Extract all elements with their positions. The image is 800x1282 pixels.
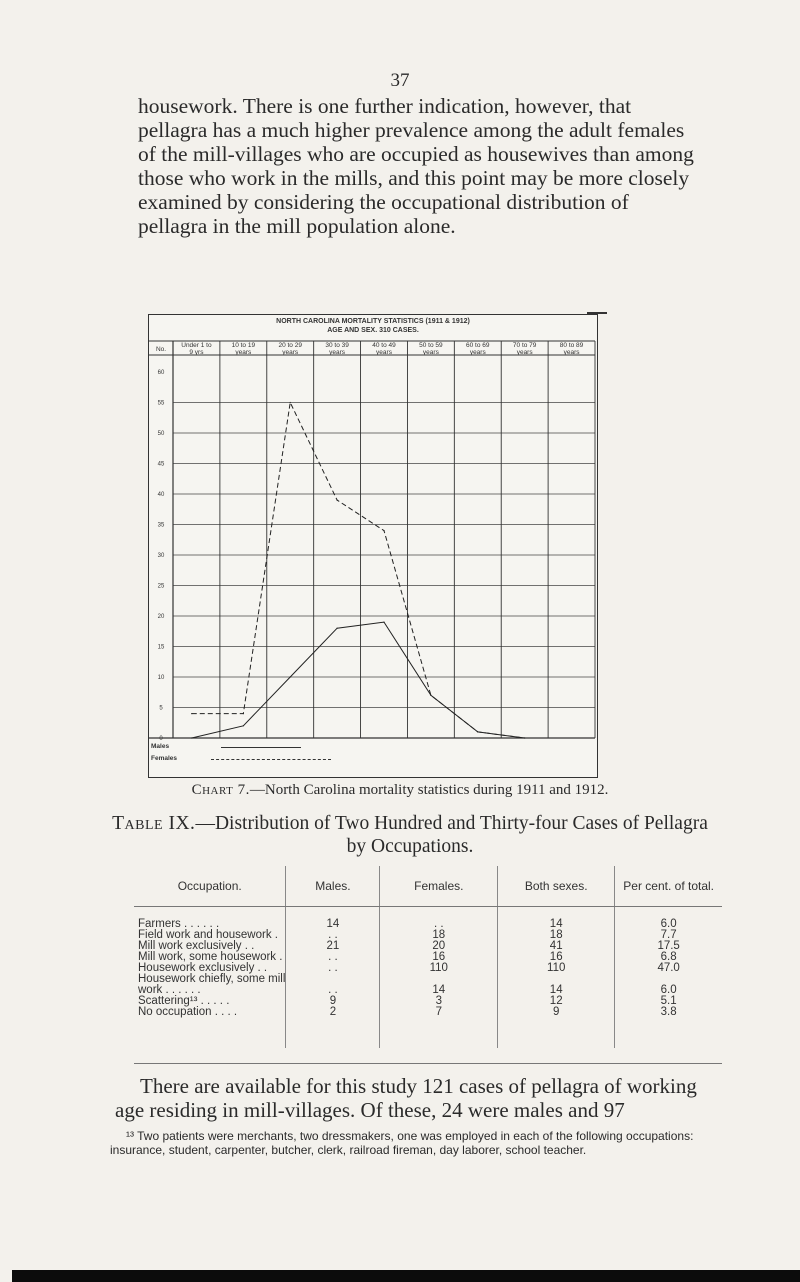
table-row xyxy=(134,974,722,985)
data-point-males xyxy=(337,628,338,629)
table-row xyxy=(134,1007,722,1048)
table-row xyxy=(134,907,722,931)
table-cell-value: 5.1 xyxy=(615,996,722,1007)
legend-swatch-males xyxy=(221,747,301,748)
table-cell-occupation: work . . . . . . xyxy=(138,984,201,996)
header-males: Males. xyxy=(286,866,380,907)
category-label: 70 to 79 xyxy=(512,342,537,349)
y-tick-label: 20 xyxy=(157,614,165,620)
data-point-females xyxy=(524,737,525,738)
table-cell-value: 12 xyxy=(498,996,615,1007)
table-cell-value: 9 xyxy=(498,1007,615,1048)
y-tick-label: 50 xyxy=(157,431,165,437)
y-tick-label: 45 xyxy=(157,461,165,468)
data-point-males xyxy=(290,676,291,677)
y-tick-label: 5 xyxy=(159,705,163,712)
category-label-line2: years xyxy=(235,349,252,356)
data-point-females xyxy=(191,713,192,714)
data-point-females xyxy=(290,402,291,403)
table-cell-value: . . xyxy=(380,907,498,931)
table-cell-value: 7.7 xyxy=(615,930,722,941)
table-cell-value: 6.8 xyxy=(615,952,722,963)
table-cell-value: 6.0 xyxy=(615,907,722,931)
table-cell-value: 21 xyxy=(286,941,380,952)
table-cell-value: 18 xyxy=(380,930,498,941)
table-cell-occupation: Field work and housework . xyxy=(138,929,278,941)
chart-title-line-1: NORTH CAROLINA MORTALITY STATISTICS (1911 & 1912) xyxy=(276,318,470,325)
data-point-females xyxy=(430,695,431,696)
chart-caption xyxy=(0,782,800,799)
table-cell-value: 2 xyxy=(286,1007,380,1048)
category-label-line2: years xyxy=(282,349,299,356)
category-label: 50 to 59 xyxy=(419,342,443,349)
y-tick-label: 40 xyxy=(157,492,165,498)
category-label-line2: years xyxy=(563,349,580,356)
table-cell-value: . . xyxy=(286,985,380,996)
table-cell-value: 14 xyxy=(498,907,615,931)
category-label: 80 to 89 xyxy=(559,342,584,349)
y-tick-label: 25 xyxy=(157,583,165,590)
table-cell-occupation: Housework chiefly, some mill xyxy=(138,973,286,985)
header-females: Females. xyxy=(380,866,498,907)
occupation-table xyxy=(134,866,722,1048)
header-percent: Per cent. of total. xyxy=(615,866,722,907)
table-cell-value: 20 xyxy=(380,941,498,952)
table-title-text: —Distribution of Two Hundred and Thirty-four Cases of Pellagra by Occupations. xyxy=(195,813,708,857)
legend-entry-males xyxy=(151,743,169,750)
data-point-males xyxy=(243,725,244,726)
table-cell-value: . . xyxy=(286,952,380,963)
table-cell-value: 41 xyxy=(498,941,615,952)
data-point-males xyxy=(383,622,384,623)
page-number: 37 xyxy=(390,70,410,91)
data-point-females xyxy=(383,530,384,531)
table-cell-value: 14 xyxy=(498,985,615,996)
y-tick-label: 60 xyxy=(157,370,165,376)
table-cell-value: 110 xyxy=(498,963,615,974)
table-bottom-rule xyxy=(134,1063,722,1064)
table-cell-value: 47.0 xyxy=(615,963,722,974)
table-cell-occupation: Farmers . . . . . . xyxy=(138,918,220,930)
table-cell-value: 16 xyxy=(498,952,615,963)
category-label-line2: years xyxy=(329,349,346,356)
series-line-females xyxy=(192,403,525,739)
table-cell-occupation: Housework exclusively . . xyxy=(138,962,268,974)
footnote-text: Two patients were merchants, two dressmakers, one was employed in each of the following occupations: insurance, student, carpenter, butcher, clerk, railroad fireman, day laborer, school teacher. xyxy=(110,1129,694,1157)
body-paragraph-1: housework. There is one further indication, however, that pellagra has a much higher prevalence among the adult females of the mill-villages who are occupied as housewives than among those who work in the mills, and this point may be more closely examined by considering the occupational distribution of pellagra in the mill population alone. xyxy=(138,94,694,238)
chart-7 xyxy=(148,314,598,778)
table-cell-value: 16 xyxy=(380,952,498,963)
category-label-line2: years xyxy=(469,349,486,356)
legend-label-males: Males xyxy=(151,743,170,750)
series-line-males xyxy=(192,622,525,738)
data-point-males xyxy=(191,737,192,738)
table-cell-value: 14 xyxy=(380,985,498,996)
table-cell-value: 3 xyxy=(380,996,498,1007)
table-title-label: Table IX. xyxy=(112,813,196,834)
category-label: 40 to 49 xyxy=(372,342,396,349)
table-cell-value: 18 xyxy=(498,930,615,941)
data-point-females xyxy=(477,731,478,732)
category-label: 10 to 19 xyxy=(231,342,256,349)
legend-label-females: Females xyxy=(151,755,178,762)
table-cell-occupation: Scattering¹³ . . . . . xyxy=(138,995,230,1007)
legend-entry-females xyxy=(151,755,177,762)
category-label-line2: years xyxy=(376,349,392,356)
table-cell-value: 14 xyxy=(286,907,380,931)
table-cell-value: 3.8 xyxy=(615,1007,722,1048)
table-cell-occupation: Mill work, some housework . xyxy=(138,951,283,963)
category-label-line2: years xyxy=(516,349,533,356)
chart-caption-label: Chart 7. xyxy=(191,782,250,798)
chart-title-line-2: AGE AND SEX. 310 CASES. xyxy=(327,327,419,334)
scan-edge-bar xyxy=(12,1270,800,1282)
data-point-females xyxy=(243,713,244,714)
y-tick-label: 15 xyxy=(157,644,165,651)
footnote-marker: ¹³ xyxy=(126,1129,134,1143)
y-tick-label: 35 xyxy=(157,522,165,529)
table-cell-value: 110 xyxy=(380,963,498,974)
table-cell-occupation: No occupation . . . . xyxy=(138,1006,238,1018)
y-tick-label: 0 xyxy=(159,736,163,742)
table-cell-value: . . xyxy=(286,963,380,974)
y-tick-label: 30 xyxy=(157,553,165,559)
table-header-row xyxy=(134,866,722,907)
header-both-sexes: Both sexes. xyxy=(498,866,615,907)
y-tick-label: 10 xyxy=(157,675,165,681)
chart-caption-text: —North Carolina mortality statistics during 1911 and 1912. xyxy=(249,782,609,798)
category-label-line2: years xyxy=(422,349,439,356)
table-cell-value: 17.5 xyxy=(615,941,722,952)
category-label: 30 to 39 xyxy=(325,342,349,349)
footnote xyxy=(110,1129,722,1157)
table-cell-value: 6.0 xyxy=(615,985,722,996)
table-cell-value: 7 xyxy=(380,1007,498,1048)
mortality-line-chart xyxy=(149,315,597,777)
table-title xyxy=(110,812,710,858)
header-occupation: Occupation. xyxy=(134,866,286,907)
y-tick-label: 55 xyxy=(157,400,165,407)
category-label-line2: 9 yrs xyxy=(189,349,204,356)
table-cell-value: . . xyxy=(286,930,380,941)
data-point-females xyxy=(337,500,338,501)
body-paragraph-2: There are available for this study 121 cases of pellagra of working age residing in mill-villages. Of these, 24 were males and 97 xyxy=(115,1074,697,1122)
table-cell-occupation: Mill work exclusively . . xyxy=(138,940,255,952)
category-label: 20 to 29 xyxy=(278,342,302,349)
chart-y-header: No. xyxy=(155,346,167,353)
category-label: Under 1 to xyxy=(181,342,212,349)
table-cell-value: 9 xyxy=(286,996,380,1007)
category-label: 60 to 69 xyxy=(466,342,490,349)
legend-swatch-females xyxy=(211,759,331,760)
